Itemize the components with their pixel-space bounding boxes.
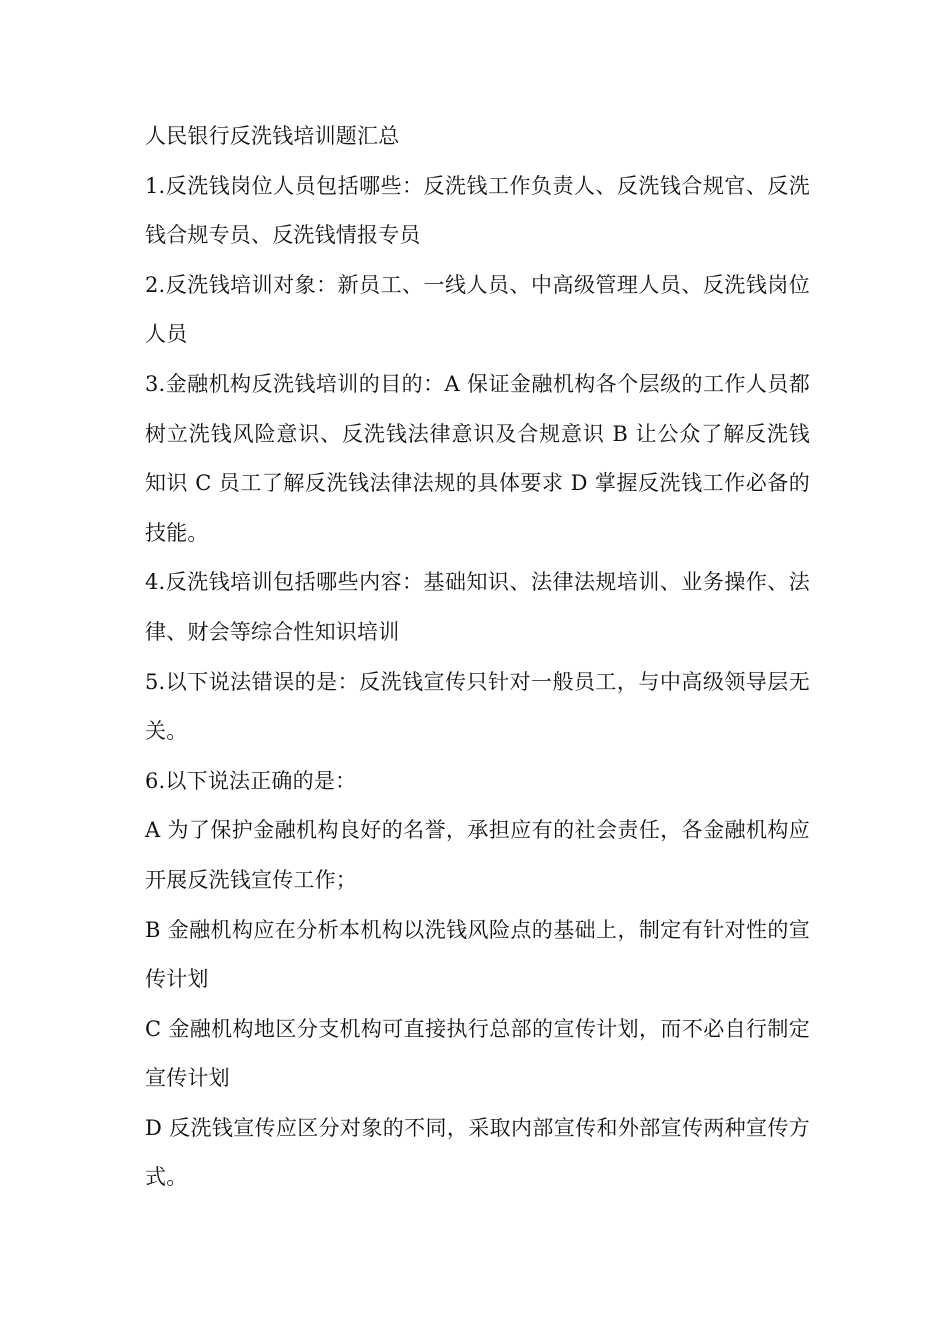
option-b: B 金融机构应在分析本机构以洗钱风险点的基础上，制定有针对性的宣传计划 xyxy=(145,917,810,992)
question-2: 2.反洗钱培训对象：新员工、一线人员、中高级管理人员、反洗钱岗位人员 xyxy=(145,272,810,347)
document-title: 人民银行反洗钱培训题汇总 xyxy=(145,124,400,148)
option-d: D 反洗钱宣传应区分对象的不同，采取内部宣传和外部宣传两种宣传方式。 xyxy=(145,1115,810,1190)
question-1: 1.反洗钱岗位人员包括哪些：反洗钱工作负责人、反洗钱合规官、反洗钱合规专员、反洗钱情报专员 xyxy=(145,173,810,248)
question-4: 4.反洗钱培训包括哪些内容：基础知识、法律法规培训、业务操作、法律、财会等综合性知识培训 xyxy=(145,570,810,644)
option-c: C 金融机构地区分支机构可直接执行总部的宣传计划，而不必自行制定宣传计划 xyxy=(145,1016,810,1091)
document-body xyxy=(145,112,810,1203)
question-3: 3.金融机构反洗钱培训的目的：A 保证金融机构各个层级的工作人员都树立洗钱风险意识、反洗钱法律意识及合规意识 B 让公众了解反洗钱知识 C 员工了解反洗钱法律法规的具体要求 D 掌握反洗钱工作必备的技能。 xyxy=(145,371,810,545)
question-5: 5.以下说法错误的是：反洗钱宣传只针对一般员工，与中高级领导层无关。 xyxy=(145,669,810,744)
option-a: A 为了保护金融机构良好的名誉，承担应有的社会责任，各金融机构应开展反洗钱宣传工作； xyxy=(145,818,810,892)
question-6: 6.以下说法正确的是： xyxy=(145,768,357,793)
